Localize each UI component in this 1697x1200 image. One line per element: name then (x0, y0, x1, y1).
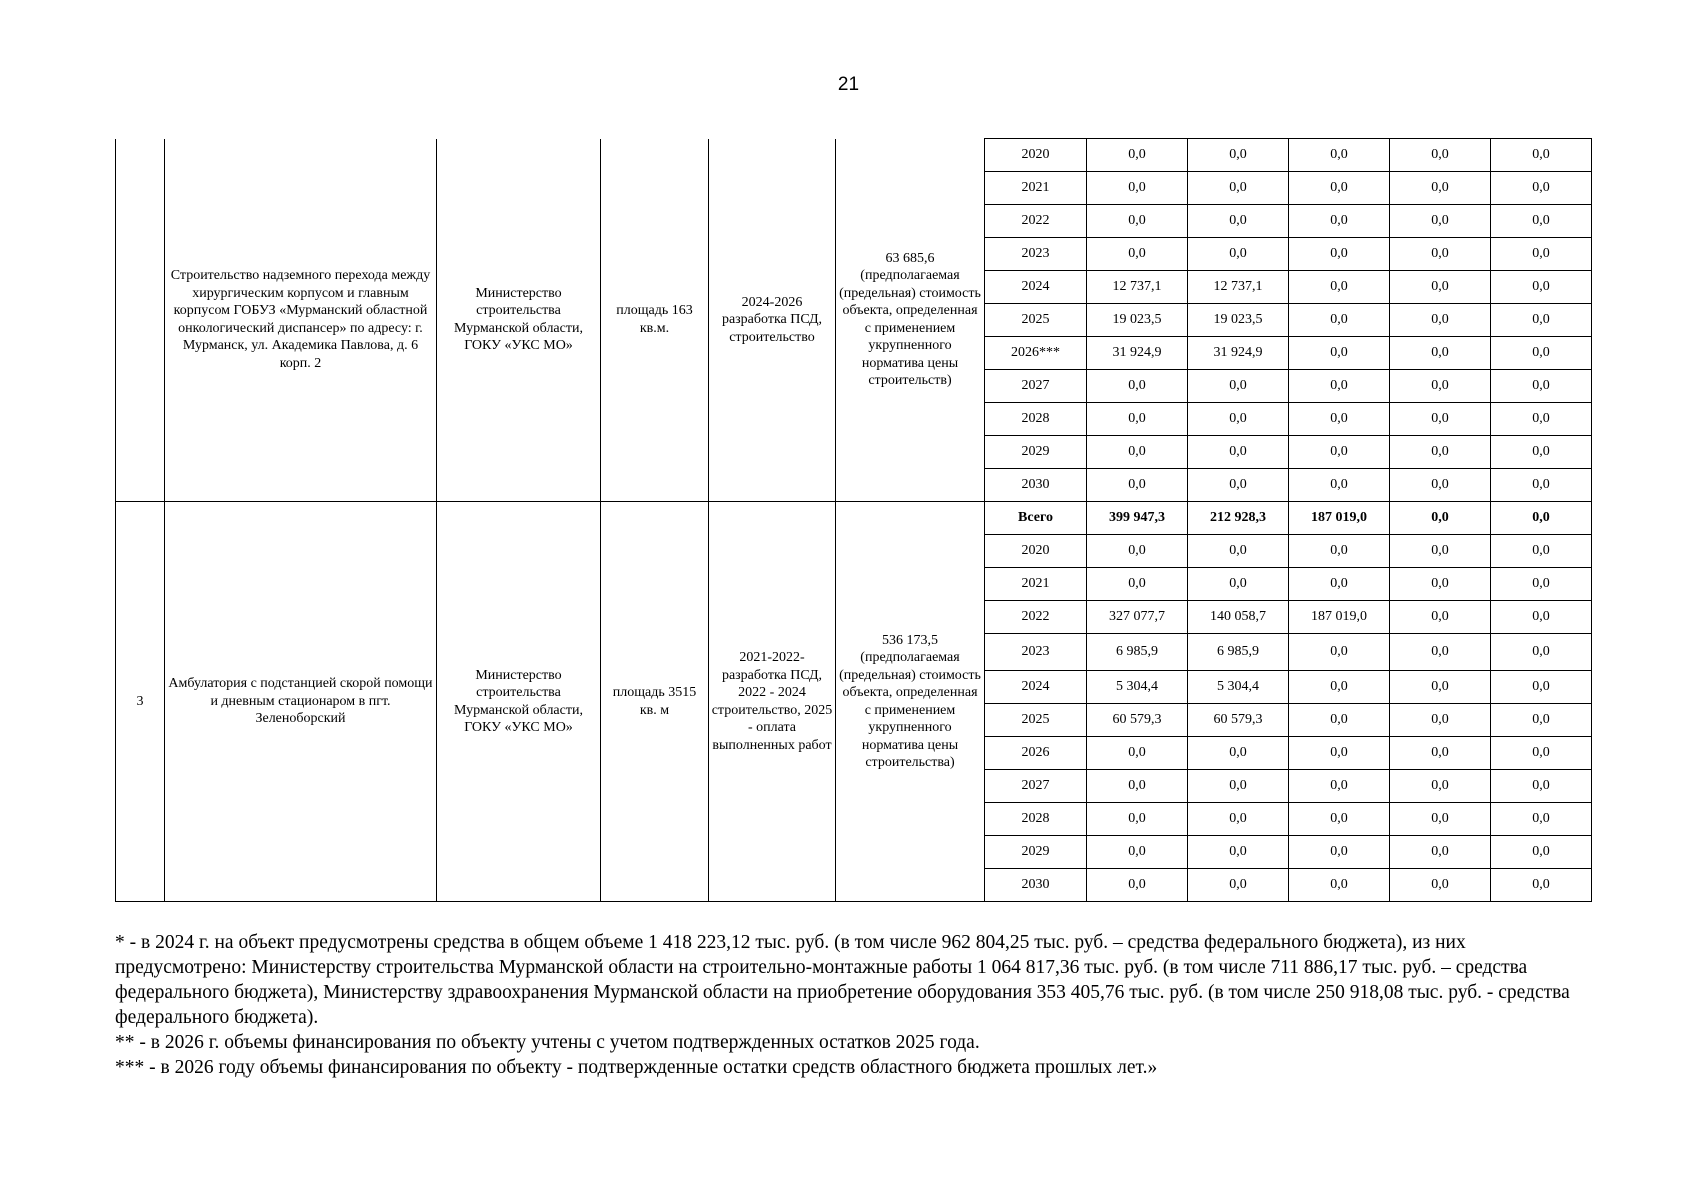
amount-cell: 187 019,0 (1289, 502, 1390, 535)
amount-cell: 0,0 (1390, 535, 1491, 568)
year-cell: 2023 (985, 634, 1087, 671)
amount-cell: 0,0 (1087, 836, 1188, 869)
amount-cell: 0,0 (1390, 436, 1491, 469)
amount-cell: 0,0 (1491, 403, 1592, 436)
amount-cell: 0,0 (1188, 139, 1289, 172)
amount-cell: 0,0 (1188, 770, 1289, 803)
amount-cell: 0,0 (1289, 238, 1390, 271)
amount-cell: 0,0 (1289, 139, 1390, 172)
year-cell: 2020 (985, 139, 1087, 172)
amount-cell: 0,0 (1087, 139, 1188, 172)
project-name: Амбулатория с подстанцией скорой помощи и дневным стационаром в пгт. Зеленоборский (165, 502, 437, 902)
year-cell: 2029 (985, 436, 1087, 469)
amount-cell: 0,0 (1188, 836, 1289, 869)
amount-cell: 0,0 (1491, 502, 1592, 535)
project-period: 2021-2022- разработка ПСД, 2022 - 2024 строительство, 2025 - оплата выполненных работ (709, 502, 836, 902)
year-cell: 2025 (985, 704, 1087, 737)
amount-cell: 0,0 (1289, 370, 1390, 403)
amount-cell: 0,0 (1188, 370, 1289, 403)
amount-cell: 0,0 (1390, 403, 1491, 436)
amount-cell: 0,0 (1390, 634, 1491, 671)
amount-cell: 0,0 (1188, 403, 1289, 436)
project-capacity: площадь 163 кв.м. (601, 139, 709, 502)
year-cell: 2026 (985, 737, 1087, 770)
amount-cell: 0,0 (1491, 634, 1592, 671)
amount-cell: 0,0 (1491, 803, 1592, 836)
amount-cell: 0,0 (1390, 502, 1491, 535)
project-cost: 536 173,5 (предполагаемая (предельная) стоимость объекта, определенная с применением укрупненного норматива цены строительства) (836, 502, 985, 902)
amount-cell: 0,0 (1491, 205, 1592, 238)
amount-cell: 0,0 (1390, 568, 1491, 601)
amount-cell: 0,0 (1289, 535, 1390, 568)
year-cell: Всего (985, 502, 1087, 535)
amount-cell: 0,0 (1289, 568, 1390, 601)
amount-cell: 399 947,3 (1087, 502, 1188, 535)
year-cell: 2021 (985, 172, 1087, 205)
amount-cell: 0,0 (1188, 869, 1289, 902)
amount-cell: 0,0 (1491, 568, 1592, 601)
amount-cell: 19 023,5 (1087, 304, 1188, 337)
amount-cell: 0,0 (1390, 370, 1491, 403)
amount-cell: 0,0 (1491, 337, 1592, 370)
year-cell: 2027 (985, 370, 1087, 403)
amount-cell: 0,0 (1289, 436, 1390, 469)
amount-cell: 0,0 (1390, 737, 1491, 770)
amount-cell: 31 924,9 (1188, 337, 1289, 370)
year-cell: 2026*** (985, 337, 1087, 370)
year-cell: 2025 (985, 304, 1087, 337)
financing-row (116, 502, 1592, 535)
project-number: 3 (116, 502, 165, 902)
amount-cell: 0,0 (1491, 869, 1592, 902)
amount-cell: 0,0 (1087, 770, 1188, 803)
year-cell: 2028 (985, 803, 1087, 836)
amount-cell: 0,0 (1289, 271, 1390, 304)
amount-cell: 0,0 (1390, 836, 1491, 869)
amount-cell: 6 985,9 (1188, 634, 1289, 671)
year-cell: 2030 (985, 869, 1087, 902)
year-cell: 2022 (985, 205, 1087, 238)
footnote-3: *** - в 2026 году объемы финансирования по объекту - подтвержденные остатки средств областного бюджета прошлых лет.» (115, 1057, 1158, 1078)
amount-cell: 0,0 (1390, 172, 1491, 205)
table-body (116, 139, 1592, 902)
amount-cell: 0,0 (1087, 403, 1188, 436)
amount-cell: 0,0 (1491, 370, 1592, 403)
project-period: 2024-2026 разработка ПСД, строительство (709, 139, 836, 502)
amount-cell: 0,0 (1188, 737, 1289, 770)
amount-cell: 0,0 (1390, 803, 1491, 836)
year-cell: 2028 (985, 403, 1087, 436)
amount-cell: 0,0 (1289, 737, 1390, 770)
year-cell: 2021 (985, 568, 1087, 601)
amount-cell: 187 019,0 (1289, 601, 1390, 634)
footnotes (115, 930, 1595, 1080)
page-number: 21 (837, 74, 860, 95)
amount-cell: 0,0 (1087, 370, 1188, 403)
amount-cell: 6 985,9 (1087, 634, 1188, 671)
amount-cell: 0,0 (1087, 238, 1188, 271)
amount-cell: 0,0 (1087, 172, 1188, 205)
amount-cell: 0,0 (1390, 671, 1491, 704)
year-cell: 2024 (985, 671, 1087, 704)
amount-cell: 0,0 (1491, 469, 1592, 502)
year-cell: 2023 (985, 238, 1087, 271)
amount-cell: 0,0 (1289, 172, 1390, 205)
amount-cell: 0,0 (1289, 304, 1390, 337)
amount-cell: 0,0 (1491, 671, 1592, 704)
project-customer: Министерство строительства Мурманской области, ГОКУ «УКС МО» (437, 502, 601, 902)
amount-cell: 0,0 (1390, 601, 1491, 634)
footnote-1: * - в 2024 г. на объект предусмотрены средства в общем объеме 1 418 223,12 тыс. руб. (в том числе 962 804,25 тыс. руб. – средства федерального бюджета), из них предусмотрено: Министерству строительства Мурманской области на строительно-монтажные работы 1 064 817,36 тыс. руб. (в том числе 711 886,17 тыс. руб. – средства федерального бюджета), Министерству здравоохранения Мурманской области на приобретение оборудования 353 405,76 тыс. руб. (в том числе 250 918,08 тыс. руб. - средства федерального бюджета). (115, 932, 1570, 1028)
financing-row (116, 139, 1592, 172)
year-cell: 2024 (985, 271, 1087, 304)
amount-cell: 0,0 (1390, 469, 1491, 502)
amount-cell: 0,0 (1188, 469, 1289, 502)
amount-cell: 0,0 (1087, 469, 1188, 502)
amount-cell: 0,0 (1491, 601, 1592, 634)
amount-cell: 0,0 (1289, 469, 1390, 502)
amount-cell: 0,0 (1390, 238, 1491, 271)
amount-cell: 0,0 (1289, 337, 1390, 370)
amount-cell: 0,0 (1188, 568, 1289, 601)
amount-cell: 19 023,5 (1188, 304, 1289, 337)
amount-cell: 0,0 (1491, 304, 1592, 337)
amount-cell: 0,0 (1289, 403, 1390, 436)
amount-cell: 0,0 (1390, 139, 1491, 172)
amount-cell: 0,0 (1087, 737, 1188, 770)
amount-cell: 31 924,9 (1087, 337, 1188, 370)
amount-cell: 0,0 (1289, 803, 1390, 836)
amount-cell: 60 579,3 (1087, 704, 1188, 737)
amount-cell: 0,0 (1188, 436, 1289, 469)
amount-cell: 0,0 (1289, 205, 1390, 238)
amount-cell: 0,0 (1390, 271, 1491, 304)
year-cell: 2029 (985, 836, 1087, 869)
amount-cell: 0,0 (1390, 337, 1491, 370)
project-customer: Министерство строительства Мурманской области, ГОКУ «УКС МО» (437, 139, 601, 502)
amount-cell: 5 304,4 (1087, 671, 1188, 704)
amount-cell: 0,0 (1087, 568, 1188, 601)
amount-cell: 0,0 (1289, 836, 1390, 869)
amount-cell: 0,0 (1289, 634, 1390, 671)
amount-cell: 0,0 (1087, 803, 1188, 836)
amount-cell: 0,0 (1289, 704, 1390, 737)
amount-cell: 0,0 (1188, 803, 1289, 836)
year-cell: 2027 (985, 770, 1087, 803)
amount-cell: 212 928,3 (1188, 502, 1289, 535)
amount-cell: 0,0 (1491, 770, 1592, 803)
financing-table (115, 138, 1592, 902)
amount-cell: 0,0 (1188, 205, 1289, 238)
amount-cell: 0,0 (1491, 238, 1592, 271)
year-cell: 2020 (985, 535, 1087, 568)
project-number (116, 139, 165, 502)
amount-cell: 0,0 (1289, 770, 1390, 803)
amount-cell: 0,0 (1087, 869, 1188, 902)
project-cost: 63 685,6 (предполагаемая (предельная) стоимость объекта, определенная с применением укрупненного норматива цены строительств) (836, 139, 985, 502)
amount-cell: 0,0 (1188, 172, 1289, 205)
amount-cell: 0,0 (1491, 836, 1592, 869)
amount-cell: 60 579,3 (1188, 704, 1289, 737)
amount-cell: 0,0 (1289, 869, 1390, 902)
amount-cell: 0,0 (1491, 172, 1592, 205)
amount-cell: 0,0 (1491, 535, 1592, 568)
amount-cell: 0,0 (1390, 869, 1491, 902)
amount-cell: 0,0 (1390, 770, 1491, 803)
amount-cell: 12 737,1 (1087, 271, 1188, 304)
amount-cell: 0,0 (1289, 671, 1390, 704)
amount-cell: 0,0 (1188, 238, 1289, 271)
project-name: Строительство надземного перехода между хирургическим корпусом и главным корпусом ГОБУЗ «Мурманский областной онкологический диспансер» по адресу: г. Мурманск, ул. Академика Павлова, д. 6 корп. 2 (165, 139, 437, 502)
amount-cell: 0,0 (1491, 139, 1592, 172)
amount-cell: 5 304,4 (1188, 671, 1289, 704)
amount-cell: 0,0 (1390, 304, 1491, 337)
amount-cell: 0,0 (1087, 535, 1188, 568)
year-cell: 2022 (985, 601, 1087, 634)
year-cell: 2030 (985, 469, 1087, 502)
project-capacity: площадь 3515 кв. м (601, 502, 709, 902)
amount-cell: 0,0 (1390, 704, 1491, 737)
amount-cell: 0,0 (1087, 205, 1188, 238)
amount-cell: 0,0 (1491, 271, 1592, 304)
amount-cell: 0,0 (1491, 436, 1592, 469)
amount-cell: 0,0 (1390, 205, 1491, 238)
amount-cell: 0,0 (1491, 737, 1592, 770)
amount-cell: 140 058,7 (1188, 601, 1289, 634)
footnote-2: ** - в 2026 г. объемы финансирования по объекту учтены с учетом подтвержденных остатков 2025 года. (115, 1032, 980, 1053)
amount-cell: 12 737,1 (1188, 271, 1289, 304)
amount-cell: 327 077,7 (1087, 601, 1188, 634)
amount-cell: 0,0 (1087, 436, 1188, 469)
amount-cell: 0,0 (1491, 704, 1592, 737)
amount-cell: 0,0 (1188, 535, 1289, 568)
